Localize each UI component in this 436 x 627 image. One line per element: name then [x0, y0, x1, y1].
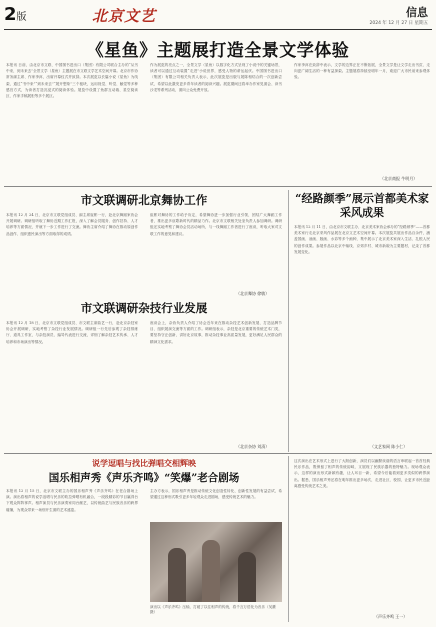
- article-crosstalk-body2: 主办方表示，国乐相声秀是推动传统文化创造性转化、创新性发展的有益尝试，希望通过这种形式吸引更多年轻观众走进剧场，感受传统艺术的魅力。: [150, 489, 282, 500]
- article-crosstalk-body1: 本报讯 12 月 15 日，北京市文联主办的国乐相声秀《声乐齐鸣》在老合剧场上演。演出将相声的说学逗唱与民乐的吹拉弹唱有机融合，一段段精彩的节目赢得台下观众阵阵掌声。相声演员与民乐演奏家同台献艺，以传统曲艺与民族音乐的跨界碰撞，为观众带来一场别开生面的艺术盛宴。: [6, 489, 138, 512]
- lead-article-col2: 作为展览的亮点之一，全景文学（星鱼）以数字化方式呈现了小说中的关键场景，读者可以通过互动装置“走进”小说世界，感受人物的命运起伏。中国图书进出口（集团）有限公司相关负责人表示，此次展览是出版与展陈相结合的一次创新尝试，希望以此激发更多青年读者的阅读兴趣。展览期间还将举办作家见面会、读书沙龙等系列活动，面向公众免费开放。: [150, 63, 282, 92]
- section-divider-lower: [4, 453, 432, 454]
- lead-article-author: （北京商报 牛明月）: [380, 176, 418, 181]
- article-title-acrobatics: 市文联调研杂技行业发展: [80, 301, 208, 315]
- column-divider: [288, 190, 289, 452]
- column-divider: [288, 456, 289, 622]
- article-crosstalk-right-col: 这次演出在艺术形式上进行了大胆创新，演员们以幽默诙谐的语言串联起一首首经典民乐作品，既保留了相声的传统韵味，又展现了民族乐器的独特魅力。现场观众表示，这样的演出形式新颖有趣，让人耳目一新，希望今后能看到更多类似的跨界演出。据悉，国乐相声秀还将在明年推出更多场次，走进社区、校园，让更多市民近距离感受传统艺术之美。: [294, 459, 430, 488]
- performer-figure: [168, 548, 186, 602]
- date-line: 2024 年 12 月 27 日 星期五: [369, 21, 428, 26]
- article-acrobatics-author: （北京杂协 刘清）: [236, 444, 270, 449]
- lead-article-col1: 本报讯 日前，由北京市文联、中国图书进出口（集团）有限公司联合主办的“从书中来，到未来去”全景文学（星鱼）主题展在市文联文学艺术空间开幕。北京市作协常务副主席、作家李洱，出席开幕仪式并致辞。本次展览以长篇小说《星鱼》为线索，通过“书中来”“到未来去”“展开想象”三个板块，运用视觉、听觉、触觉等多种感官方式，为读者打造沉浸式的阅读体验。展览中设置了鱼群互动墙、星空阅读区、作家手稿展柜等多个展区。: [6, 63, 138, 99]
- article-dance-body2: 崔彬对舞协的工作给予肯定，希望舞协进一步加强行业引领，团结广大舞蹈工作者，推出更多讴歌新时代的精品力作。北京市文联相关处室负责人参加调研。调研组还实地考察了舞协会员活动场所，与一线舞蹈工作者进行了座谈，听取大家对文联工作的意见和建议。: [150, 213, 282, 236]
- header-rule: [4, 29, 432, 30]
- article-dance-body1: 本报讯 12 月 24 日，北京市文联党组成员、副主席崔彬一行，赴北京舞蹈家协会开展调研。调研组听取了舞协近期工作汇报，深入了解会员服务、创作扶持、人才培养等方面情况，并就下一步工作进行了交流。舞协主席介绍了舞协在推动原创作品创作、组织惠民演出等方面取得的成绩。: [6, 213, 138, 236]
- main-headline: 《星鱼》主题展打造全景文学体验: [86, 41, 350, 61]
- article-acrobatics-body1: 本报讯 12 月 18 日，北京市文联党组成员、市文联主席曲艺一行，赴北京杂技家协会开展调研，实地考察了杂技行业发展情况。调研组一行先后参观了杂技排练厅、道具工作室，与杂技演员、编导代表进行交流，详细了解杂技艺术传承、人才培养和市场演出等情况。: [6, 321, 138, 344]
- article-acrobatics-body2: 座谈会上，杂协负责人介绍了协会近年来在推动杂技艺术创新发展、打造品牌节目、组织展演交流等方面的工作。调研组表示，杂技是北京重要的传统艺术门类，要坚持守正创新，讲好北京故事，推动杂技事业高质量发展，更好满足人民群众的精神文化需求。: [150, 321, 282, 344]
- performer-figure: [202, 540, 220, 602]
- article-art-author: （文艺家网 陈小仁）: [370, 444, 408, 449]
- article-title-art-exhibition: “经路颜季”展示首都美术家采风成果: [295, 192, 429, 219]
- performance-photo: [150, 522, 282, 602]
- article-title-dance: 市文联调研北京舞协工作: [80, 193, 208, 207]
- performer-figure: [238, 552, 256, 602]
- section-name: 信息: [406, 6, 428, 19]
- lead-article-col3: 作家李洱在致辞中表示，文学的边界正在不断拓展，全景文学是让文学走出书页、走向更广阔生活的一种有益探索。主题展将持续至明年一月，欢迎广大市民前来参观体验。: [294, 63, 430, 80]
- article-dance-author: （北京舞协 徐敏）: [236, 291, 270, 296]
- photo-caption: 演出以《声乐齐鸣》压轴，打破了以往相声的传统，将千言万语化为音乐（吴灏 摄）: [150, 605, 276, 614]
- article-title-crosstalk: 国乐相声秀《声乐齐鸣》“笑爆”老合剧场: [48, 472, 240, 484]
- section-divider: [4, 186, 432, 187]
- page-header: [0, 0, 436, 30]
- masthead: 北京文艺: [92, 7, 157, 25]
- article-title-crosstalk-sub: 说学逗唱与找比弹唱交相辉映: [92, 458, 196, 468]
- article-crosstalk-author: （声乐齐鸣 王一）: [374, 614, 408, 619]
- article-art-body: 本报讯 12 月 11 日，由北京市文联主办、北京美术家协会承办的“经路颜季”——首都美术家行走北京采风作品展在北京文艺术空间开幕。本次展览共展出作品百余件，涵盖国画、油画、版画、水彩等多个画种，集中展示了北京美术家深入生活、扎根人民的创作成果。参展作品以北京中轴线、京郊乡村、城市新貌为主要题材，记录了首都发展变化。: [294, 225, 430, 254]
- page-number: 2版: [4, 4, 27, 25]
